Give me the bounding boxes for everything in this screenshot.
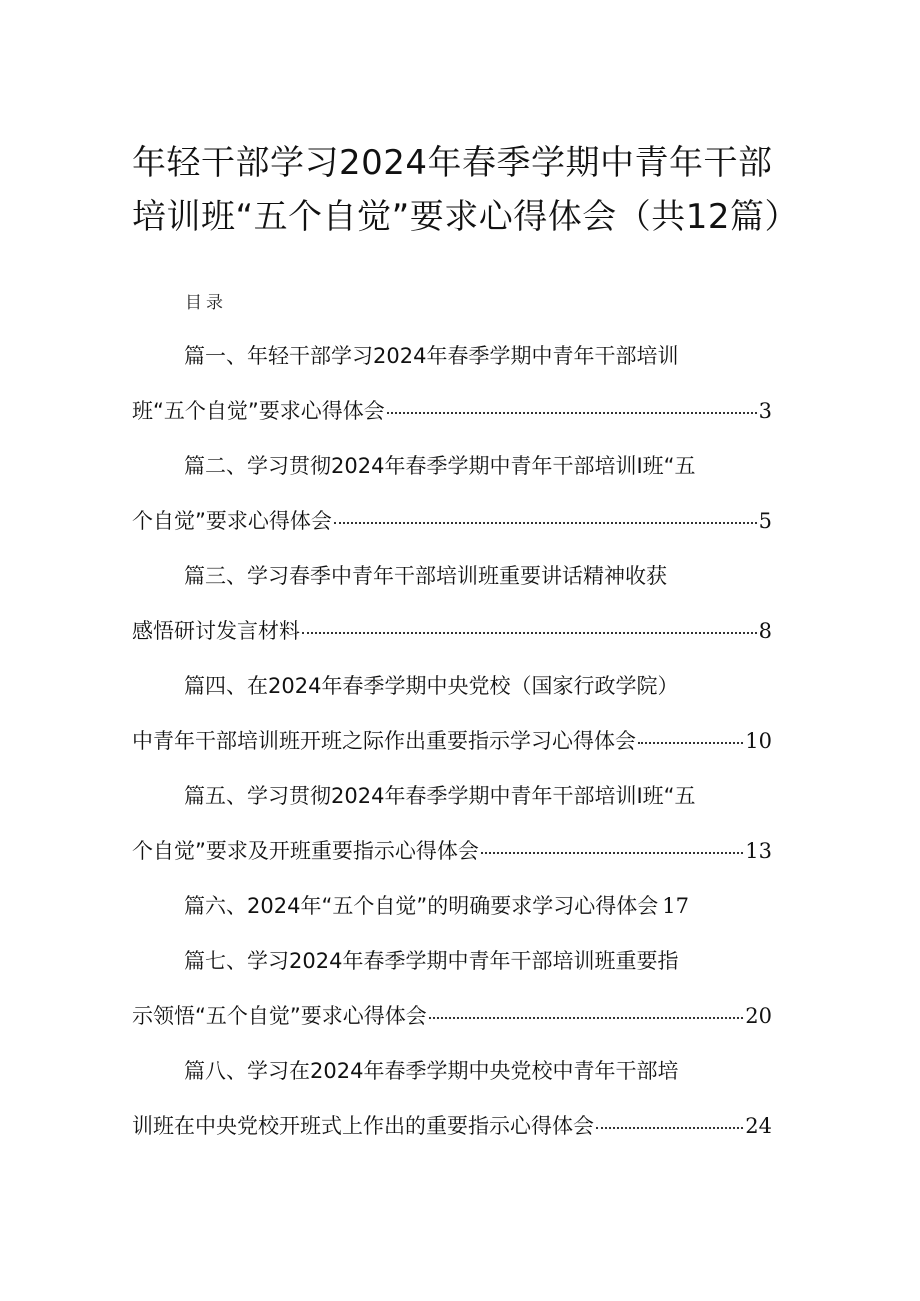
toc-entry-title: 篇八、学习在2024年春季学期中央党校中青年干部培 — [184, 1059, 679, 1083]
toc-entry-title-cont: 个自觉”要求心得体会 — [132, 509, 332, 533]
title-line-2: 培训班“五个自觉”要求心得体会（共12篇） — [132, 197, 799, 237]
toc-heading: 目录 — [185, 293, 227, 313]
dot-leader — [481, 834, 743, 854]
toc-entry-title: 篇七、学习2024年春季学期中青年干部培训班重要指 — [184, 949, 679, 973]
dot-leader — [334, 504, 757, 524]
dot-leader — [596, 1109, 743, 1129]
toc-page-number: 13 — [745, 839, 772, 863]
table-of-contents — [132, 334, 772, 1159]
toc-entry-title-cont: 感悟研讨发言材料 — [132, 619, 300, 643]
toc-entry-1[interactable] — [132, 334, 772, 444]
toc-entry-title-cont: 示领悟“五个自觉”要求心得体会 — [132, 1004, 427, 1028]
dot-leader — [429, 999, 744, 1019]
toc-page-number: 17 — [662, 894, 689, 918]
toc-page-number: 5 — [758, 509, 772, 533]
toc-entry-title: 篇一、年轻干部学习2024年春季学期中青年干部培训 — [184, 344, 679, 368]
toc-entry-6[interactable] — [132, 884, 772, 939]
toc-entry-title: 篇二、学习贯彻2024年春季学期中青年干部培训I班“五 — [184, 454, 696, 478]
document-title — [132, 136, 812, 244]
toc-entry-title-cont: 中青年干部培训班开班之际作出重要指示学习心得体会 — [132, 729, 636, 753]
toc-entry-7[interactable] — [132, 939, 772, 1049]
toc-entry-title: 篇六、2024年“五个自觉”的明确要求学习心得体会 — [184, 894, 659, 918]
toc-entry-5[interactable] — [132, 774, 772, 884]
toc-entry-title: 篇四、在2024年春季学期中央党校（国家行政学院） — [184, 674, 679, 698]
toc-entry-title-cont: 个自觉”要求及开班重要指示心得体会 — [132, 839, 479, 863]
toc-entry-title-cont: 班“五个自觉”要求心得体会 — [132, 399, 385, 423]
toc-entry-title-cont: 训班在中央党校开班式上作出的重要指示心得体会 — [132, 1114, 594, 1138]
toc-entry-2[interactable] — [132, 444, 772, 554]
toc-entry-3[interactable] — [132, 554, 772, 664]
toc-entry-title: 篇五、学习贯彻2024年春季学期中青年干部培训I班“五 — [184, 784, 696, 808]
toc-page-number: 3 — [758, 399, 772, 423]
toc-page-number: 20 — [745, 1004, 772, 1028]
dot-leader — [387, 394, 757, 414]
toc-page-number: 8 — [758, 619, 772, 643]
toc-entry-4[interactable] — [132, 664, 772, 774]
title-line-1: 年轻干部学习2024年春季学期中青年干部 — [132, 143, 773, 183]
toc-entry-8[interactable] — [132, 1049, 772, 1159]
toc-entry-title: 篇三、学习春季中青年干部培训班重要讲话精神收获 — [184, 564, 667, 588]
dot-leader — [302, 614, 757, 634]
toc-page-number: 24 — [745, 1114, 772, 1138]
toc-page-number: 10 — [745, 729, 772, 753]
dot-leader — [638, 724, 743, 744]
